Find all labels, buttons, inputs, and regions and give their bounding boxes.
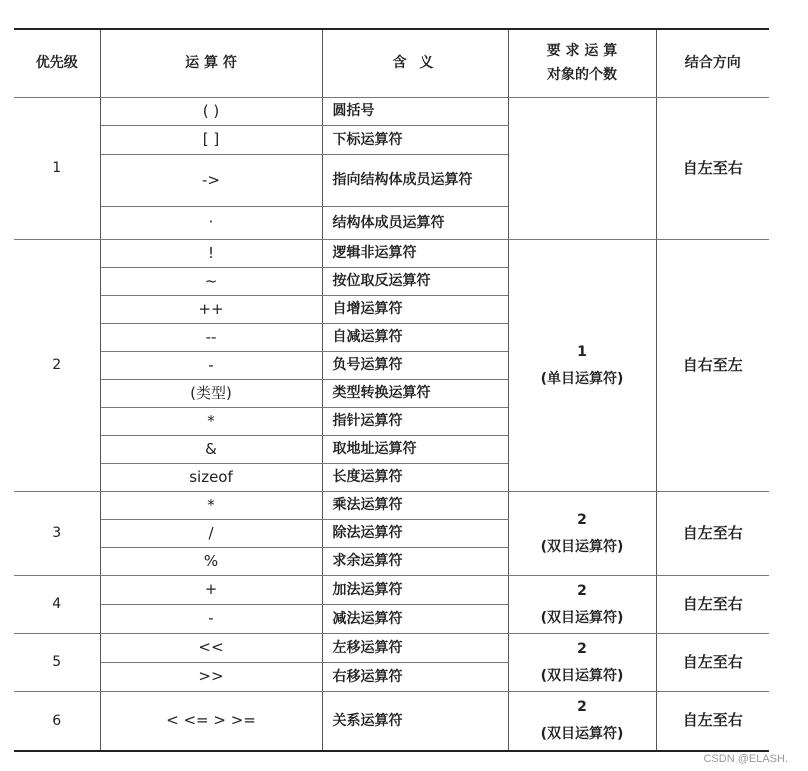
operator-symbol: << [100, 634, 322, 663]
table-row [14, 240, 769, 268]
operator-meaning: 乘法运算符 [322, 492, 508, 520]
operator-meaning: 自减运算符 [322, 324, 508, 352]
priority-level: 4 [14, 576, 100, 634]
operator-symbol: < <= > >= [100, 692, 322, 751]
operator-symbol: ! [100, 240, 322, 268]
operator-symbol: sizeof [100, 464, 322, 492]
watermark: CSDN @ELASH. [703, 753, 788, 765]
table-row [14, 634, 769, 663]
operator-symbol: [ ] [100, 126, 322, 155]
operator-precedence-table [14, 28, 769, 752]
header-count-line-2: 对象的个数 [547, 66, 617, 83]
operator-meaning: 指针运算符 [322, 408, 508, 436]
priority-level: 1 [14, 98, 100, 240]
operand-count-line: 2 [577, 699, 587, 716]
operator-meaning: 左移运算符 [322, 634, 508, 663]
operator-symbol: * [100, 492, 322, 520]
priority-level: 5 [14, 634, 100, 692]
table-body [14, 98, 769, 751]
operator-symbol: - [100, 605, 322, 634]
associativity: 自左至右 [656, 576, 769, 634]
operator-meaning: 负号运算符 [322, 352, 508, 380]
operator-symbol: / [100, 520, 322, 548]
associativity: 自左至右 [656, 692, 769, 751]
operator-symbol: + [100, 576, 322, 605]
operator-meaning: 求余运算符 [322, 548, 508, 576]
operator-meaning: 逻辑非运算符 [322, 240, 508, 268]
operand-count [508, 240, 656, 492]
operand-count [508, 98, 656, 240]
associativity: 自左至右 [656, 492, 769, 576]
operator-symbol: -> [100, 155, 322, 207]
operator-meaning: 按位取反运算符 [322, 268, 508, 296]
operand-count [508, 492, 656, 576]
operator-symbol: ++ [100, 296, 322, 324]
operand-count-line: (单目运算符) [540, 370, 624, 387]
operand-count [508, 692, 656, 751]
operator-symbol: & [100, 436, 322, 464]
operand-count-line: 2 [577, 640, 587, 657]
header-count-line-1: 要 求 运 算 [546, 42, 618, 59]
operator-meaning: 指向结构体成员运算符 [322, 155, 508, 207]
operator-meaning: 右移运算符 [322, 663, 508, 692]
operand-count-line: (双目运算符) [540, 725, 624, 742]
operator-symbol: ( ) [100, 98, 322, 126]
operator-symbol: * [100, 408, 322, 436]
table-row [14, 692, 769, 751]
priority-level: 6 [14, 692, 100, 751]
table-row [14, 492, 769, 520]
header-direction: 结合方向 [656, 29, 769, 98]
priority-level: 2 [14, 240, 100, 492]
operator-symbol: (类型) [100, 380, 322, 408]
operand-count-line: (双目运算符) [540, 667, 624, 684]
operator-symbol: >> [100, 663, 322, 692]
operand-count-line: 1 [577, 343, 587, 360]
operator-meaning: 加法运算符 [322, 576, 508, 605]
header-meaning: 含 义 [322, 29, 508, 98]
operator-meaning: 除法运算符 [322, 520, 508, 548]
operator-symbol: · [100, 207, 322, 240]
associativity: 自左至右 [656, 634, 769, 692]
header-count [508, 29, 656, 98]
operand-count [508, 576, 656, 634]
operator-symbol: % [100, 548, 322, 576]
operator-meaning: 取地址运算符 [322, 436, 508, 464]
operand-count-line: (双目运算符) [540, 609, 624, 626]
operator-symbol: - [100, 352, 322, 380]
operand-count-line: 2 [577, 511, 587, 528]
operator-meaning: 关系运算符 [322, 692, 508, 751]
operator-meaning: 长度运算符 [322, 464, 508, 492]
header-operator: 运 算 符 [100, 29, 322, 98]
operand-count-line: (双目运算符) [540, 538, 624, 555]
operator-symbol: ~ [100, 268, 322, 296]
operator-meaning: 减法运算符 [322, 605, 508, 634]
associativity: 自右至左 [656, 240, 769, 492]
priority-level: 3 [14, 492, 100, 576]
operator-meaning: 自增运算符 [322, 296, 508, 324]
operator-symbol: -- [100, 324, 322, 352]
operator-meaning: 结构体成员运算符 [322, 207, 508, 240]
operator-meaning: 圆括号 [322, 98, 508, 126]
operand-count-line: 2 [577, 582, 587, 599]
header-row [14, 29, 769, 98]
associativity: 自左至右 [656, 98, 769, 240]
operator-meaning: 下标运算符 [322, 126, 508, 155]
header-level: 优先级 [14, 29, 100, 98]
table-row [14, 576, 769, 605]
operand-count [508, 634, 656, 692]
table-row [14, 98, 769, 126]
operator-meaning: 类型转换运算符 [322, 380, 508, 408]
